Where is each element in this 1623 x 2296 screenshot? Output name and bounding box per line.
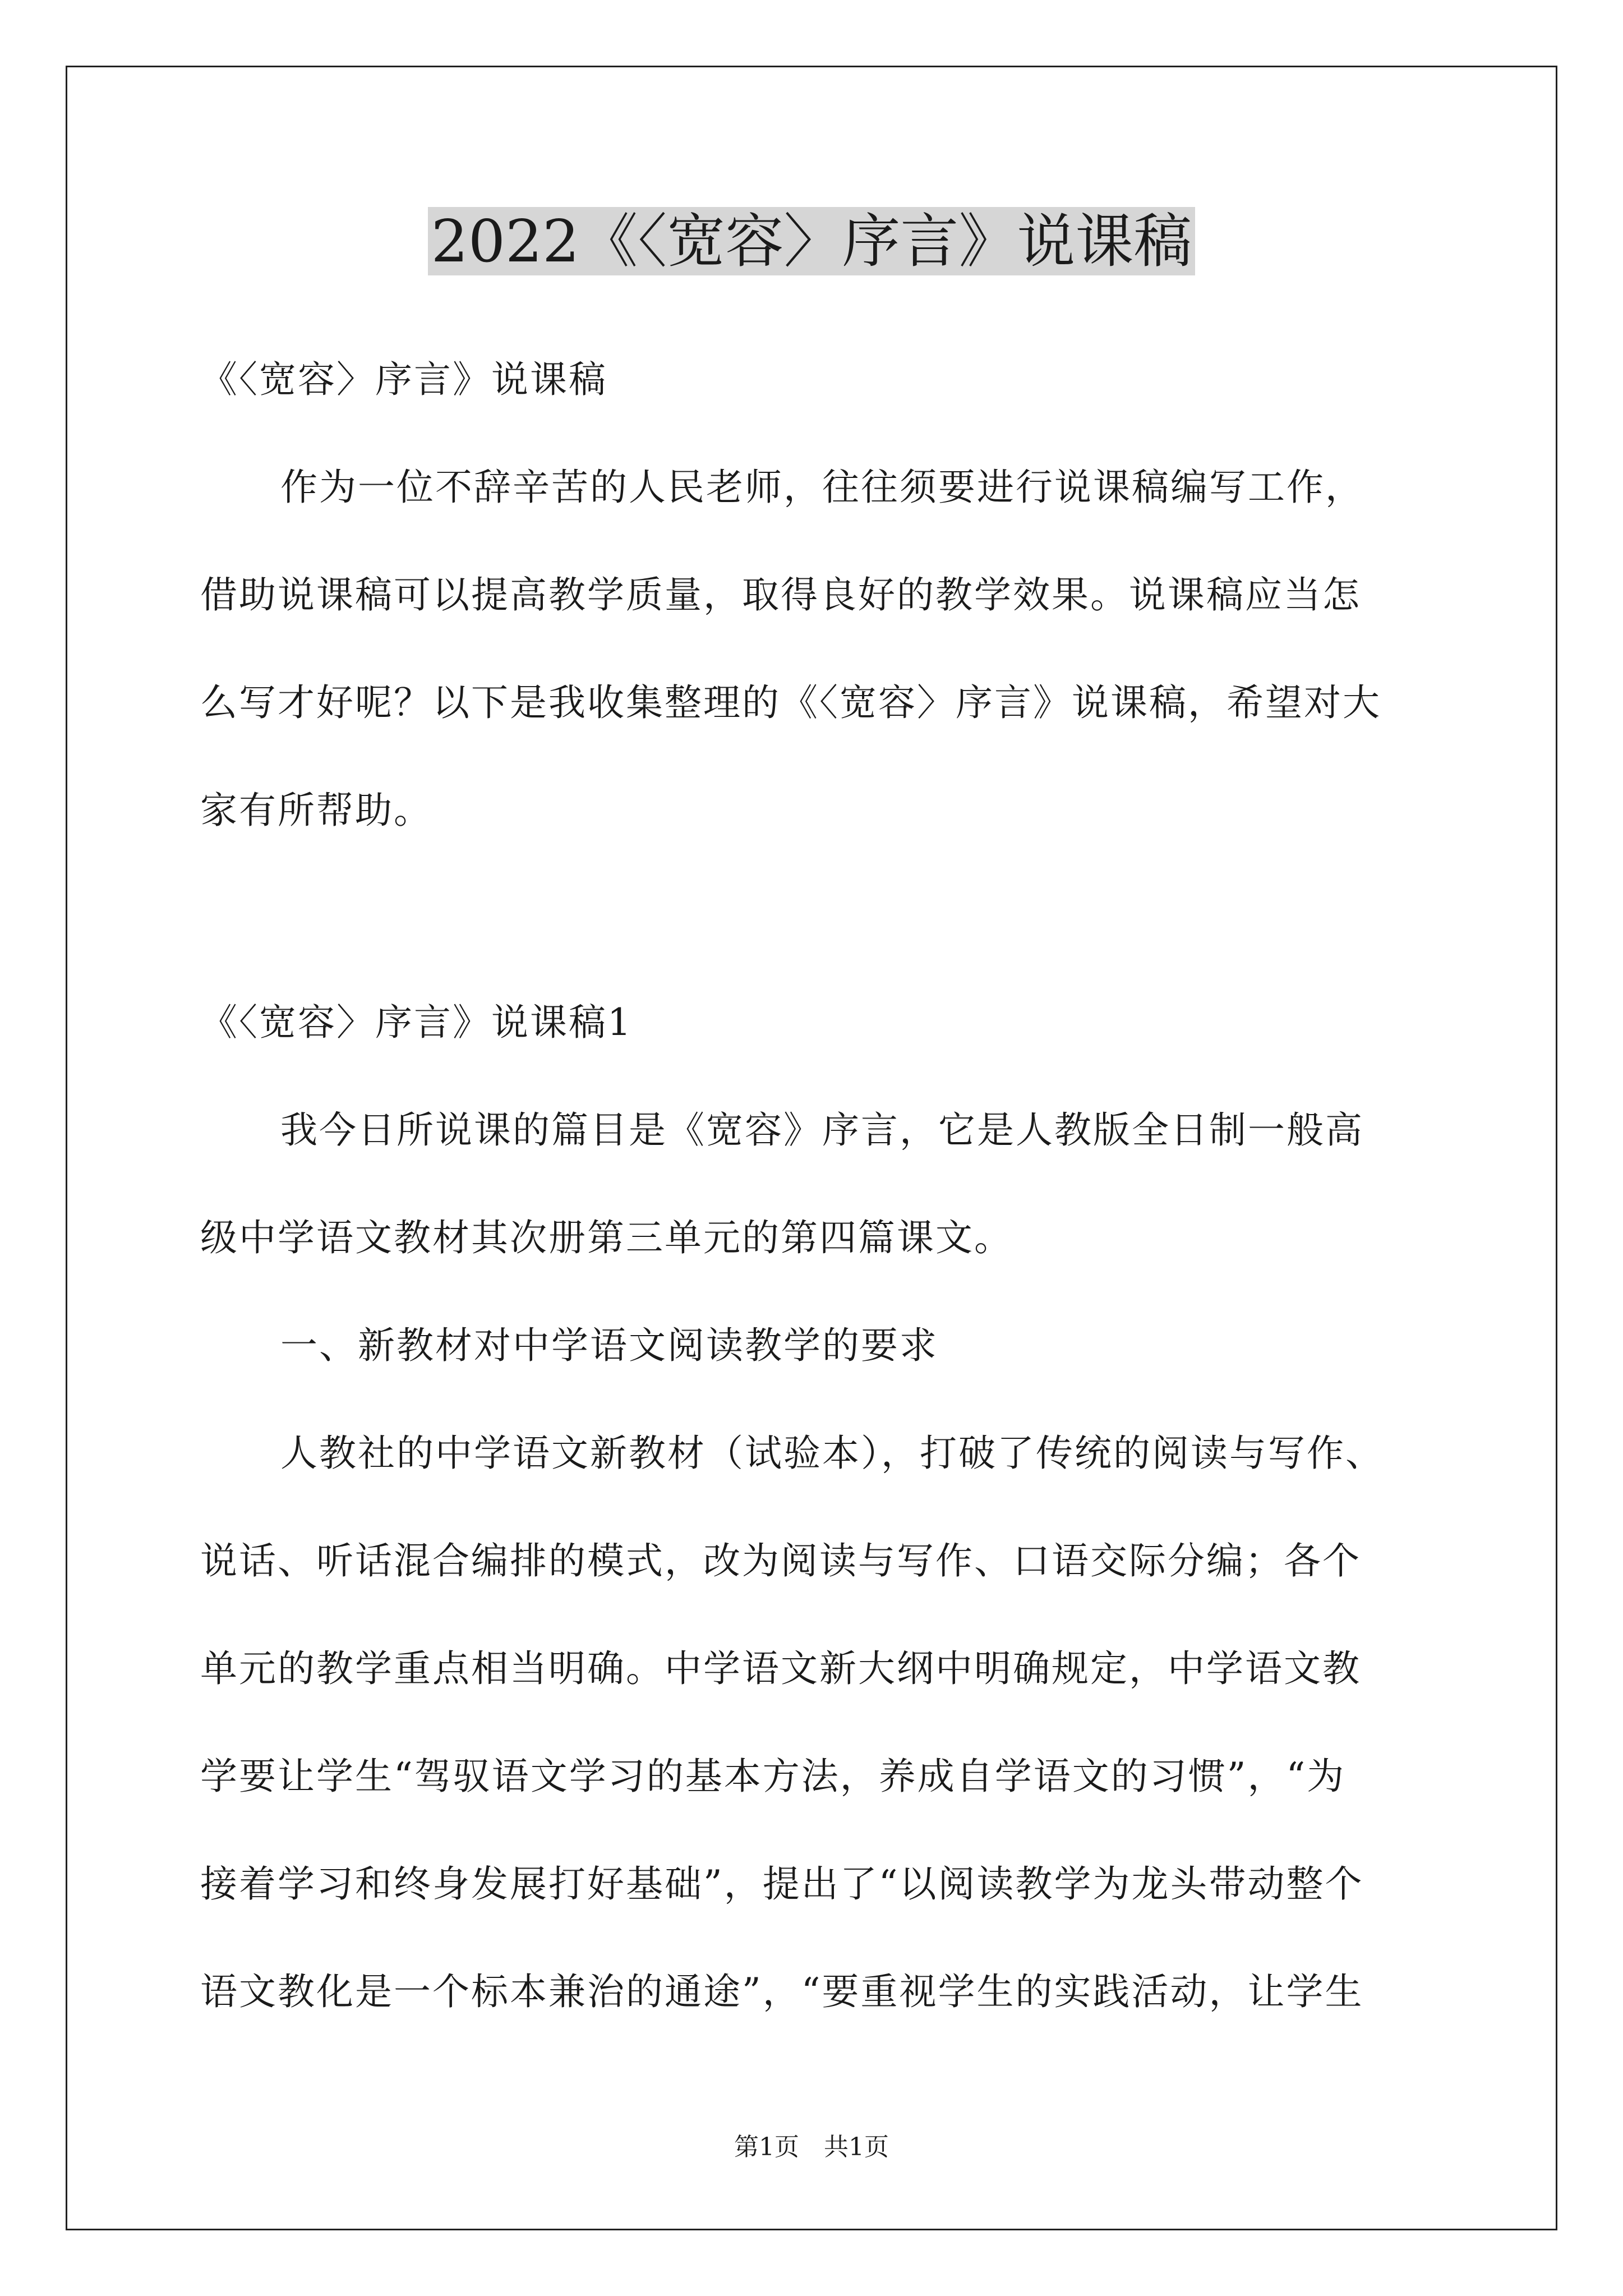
paragraph-line: 单元的教学重点相当明确。中学语文新大纲中明确规定，中学语文教 [200, 1647, 1361, 1690]
paragraph-line: 说话、听话混合编排的模式，改为阅读与写作、口语交际分编；各个 [200, 1539, 1361, 1582]
intro-line: 作为一位不辞辛苦的人民老师，往往须要进行说课稿编写工作， [280, 466, 1364, 509]
paragraph-line: 我今日所说课的篇目是《宽容》序言，它是人教版全日制一般高 [280, 1108, 1364, 1152]
paragraph-line: 级中学语文教材其次册第三单元的第四篇课文。 [200, 1216, 1013, 1259]
document-subtitle: 《〈宽容〉序言》说课稿 [200, 358, 607, 401]
paragraph-line: 接着学习和终身发展打好基础”，提出了“以阅读教学为龙头带动整个 [200, 1862, 1364, 1906]
paragraph-line: 人教社的中学语文新教材（试验本），打破了传统的阅读与写作、 [280, 1432, 1384, 1475]
paragraph-line: 学要让学生“驾驭语文学习的基本方法，养成自学语文的习惯”，“为 [200, 1755, 1346, 1798]
paragraph-line: 语文教化是一个标本兼治的通途”，“要重视学生的实践活动，让学生 [200, 1970, 1364, 2013]
intro-line: 么写才好呢？以下是我收集整理的《〈宽容〉序言》说课稿，希望对大 [200, 681, 1381, 724]
page-footer: 第1页 共1页 [734, 2133, 889, 2161]
intro-line: 家有所帮助。 [200, 789, 432, 832]
subheading: 一、新教材对中学语文阅读教学的要求 [280, 1324, 938, 1367]
document-title: 2022《〈宽容〉序言》说课稿 [0, 205, 1623, 278]
section-heading: 《〈宽容〉序言》说课稿1 [200, 1001, 633, 1044]
intro-line: 借助说课稿可以提高教学质量，取得良好的教学效果。说课稿应当怎 [200, 573, 1361, 616]
